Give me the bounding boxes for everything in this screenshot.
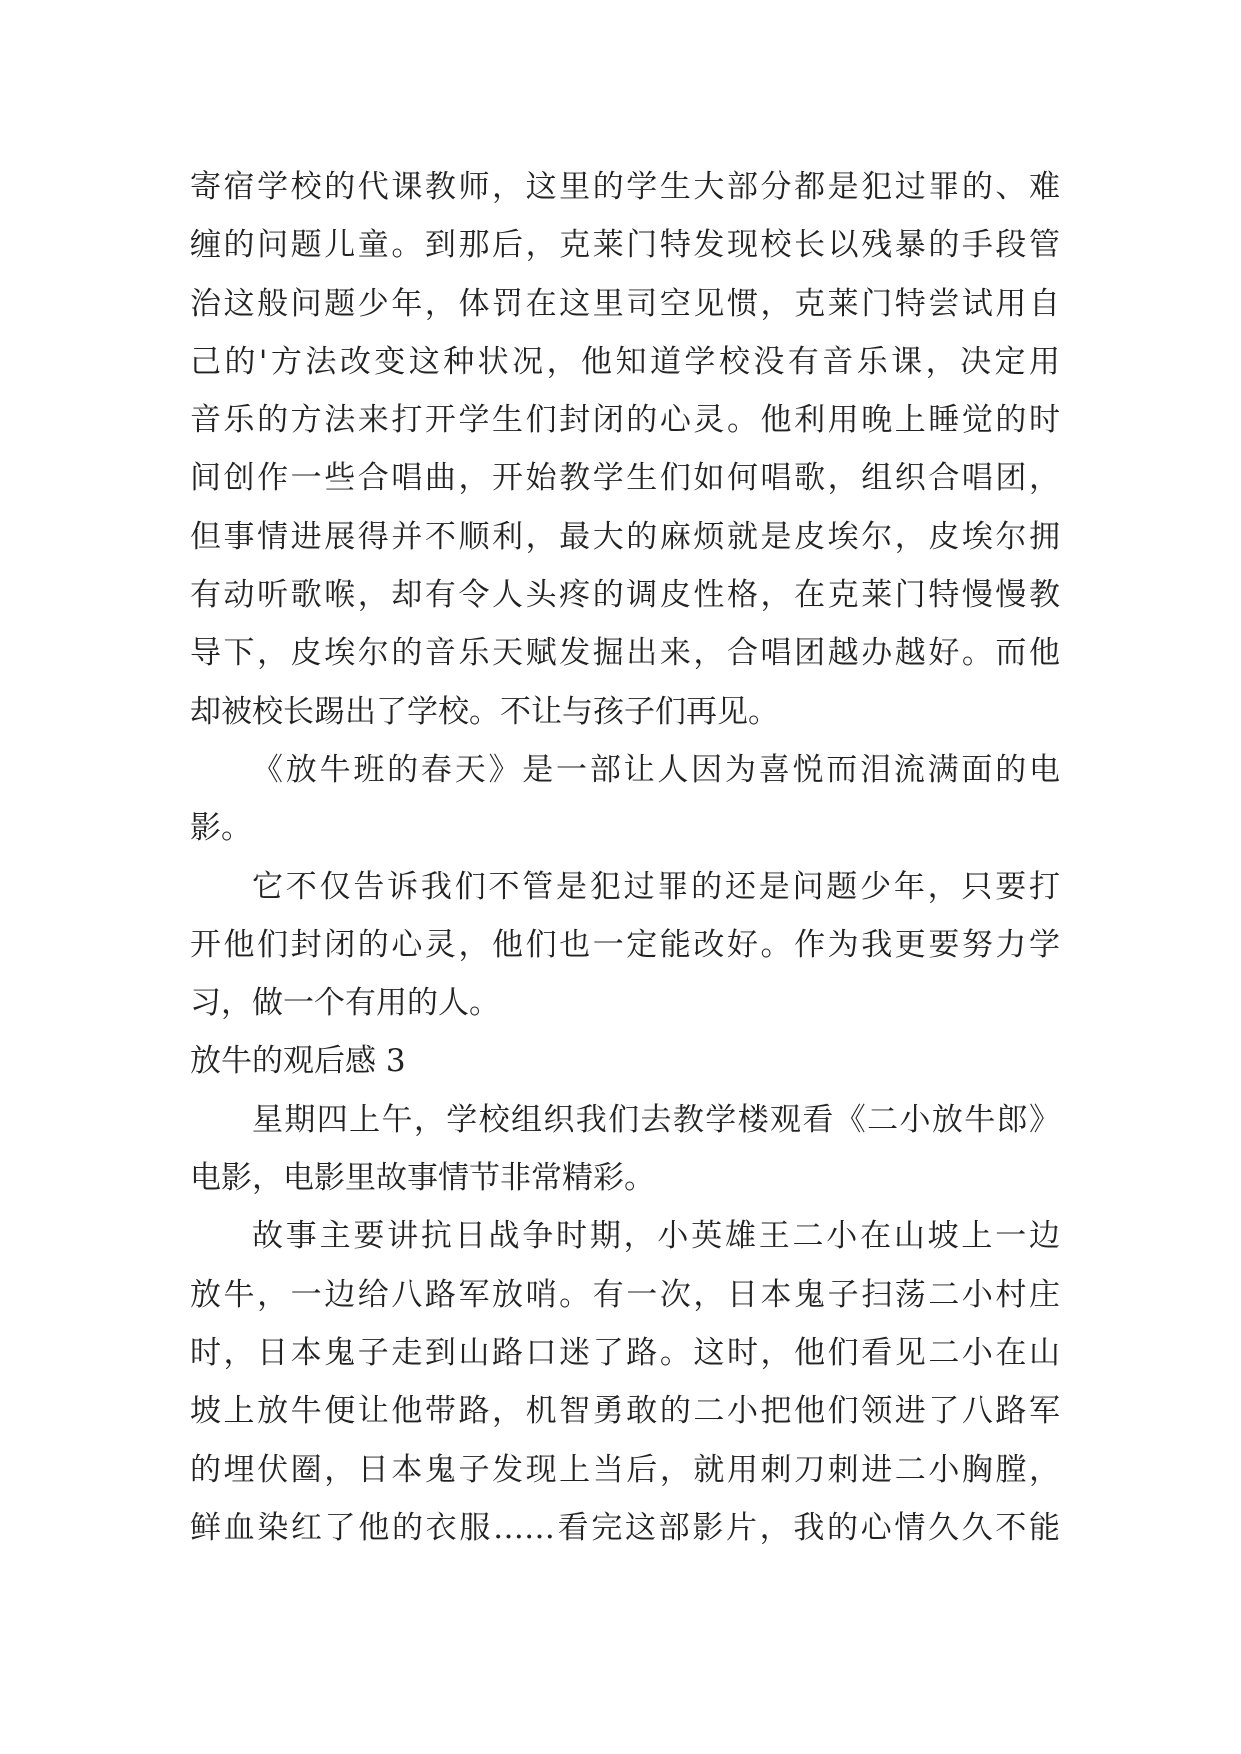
text-line: 的埋伏圈，日本鬼子发现上当后，就用刺刀刺进二小胸膛， (190, 1451, 1060, 1488)
text-line: 习，做一个有用的人。 (190, 985, 500, 1022)
text-line: 星期四上午，学校组织我们去教学楼观看《二小放牛郎》 (252, 1101, 1060, 1138)
paragraph-continued (190, 158, 1060, 741)
text-line: 放牛，一边给八路军放哨。有一次，日本鬼子扫荡二小村庄 (190, 1276, 1060, 1313)
paragraph (190, 1207, 1060, 1557)
text-line: 缠的问题儿童。到那后，克莱门特发现校长以残暴的手段管 (190, 227, 1060, 264)
text-line: 电影，电影里故事情节非常精彩。 (190, 1160, 655, 1197)
text-line: 故事主要讲抗日战争时期，小英雄王二小在山坡上一边 (252, 1218, 1060, 1255)
text-line: 但事情进展得并不顺利，最大的麻烦就是皮埃尔，皮埃尔拥 (190, 518, 1060, 555)
text-line: 《放牛班的春天》是一部让人因为喜悦而泪流满面的电 (252, 751, 1060, 788)
text-line: 音乐的方法来打开学生们封闭的心灵。他利用晚上睡觉的时 (190, 402, 1060, 439)
paragraph (190, 858, 1060, 1033)
text-line: 它不仅告诉我们不管是犯过罪的还是问题少年，只要打 (252, 868, 1060, 905)
text-line: 鲜血染红了他的衣服……看完这部影片，我的心情久久不能 (190, 1509, 1060, 1546)
text-line: 寄宿学校的代课教师，这里的学生大部分都是犯过罪的、难 (190, 169, 1060, 205)
text-line: 坡上放牛便让他带路，机智勇敢的二小把他们领进了八路军 (190, 1393, 1060, 1430)
paragraph (190, 1091, 1060, 1208)
document-page (190, 158, 1060, 1557)
text-line: 影。 (190, 810, 252, 847)
paragraph (190, 741, 1060, 858)
text-line: 却被校长踢出了学校。不让与孩子们再见。 (190, 693, 779, 730)
section-heading: 放牛的观后感 3 (190, 1043, 406, 1080)
text-line: 己的'方法改变这种状况，他知道学校没有音乐课，决定用 (190, 343, 1060, 380)
text-line: 时，日本鬼子走到山路口迷了路。这时，他们看见二小在山 (190, 1334, 1060, 1371)
text-line: 治这般问题少年，体罚在这里司空见惯，克莱门特尝试用自 (190, 285, 1060, 322)
text-line: 间创作一些合唱曲，开始教学生们如何唱歌，组织合唱团， (190, 460, 1060, 497)
text-line: 开他们封闭的心灵，他们也一定能改好。作为我更要努力学 (190, 926, 1060, 963)
text-line: 有动听歌喉，却有令人头疼的调皮性格，在克莱门特慢慢教 (190, 577, 1060, 614)
text-line: 导下，皮埃尔的音乐天赋发掘出来，合唱团越办越好。而他 (190, 635, 1060, 672)
